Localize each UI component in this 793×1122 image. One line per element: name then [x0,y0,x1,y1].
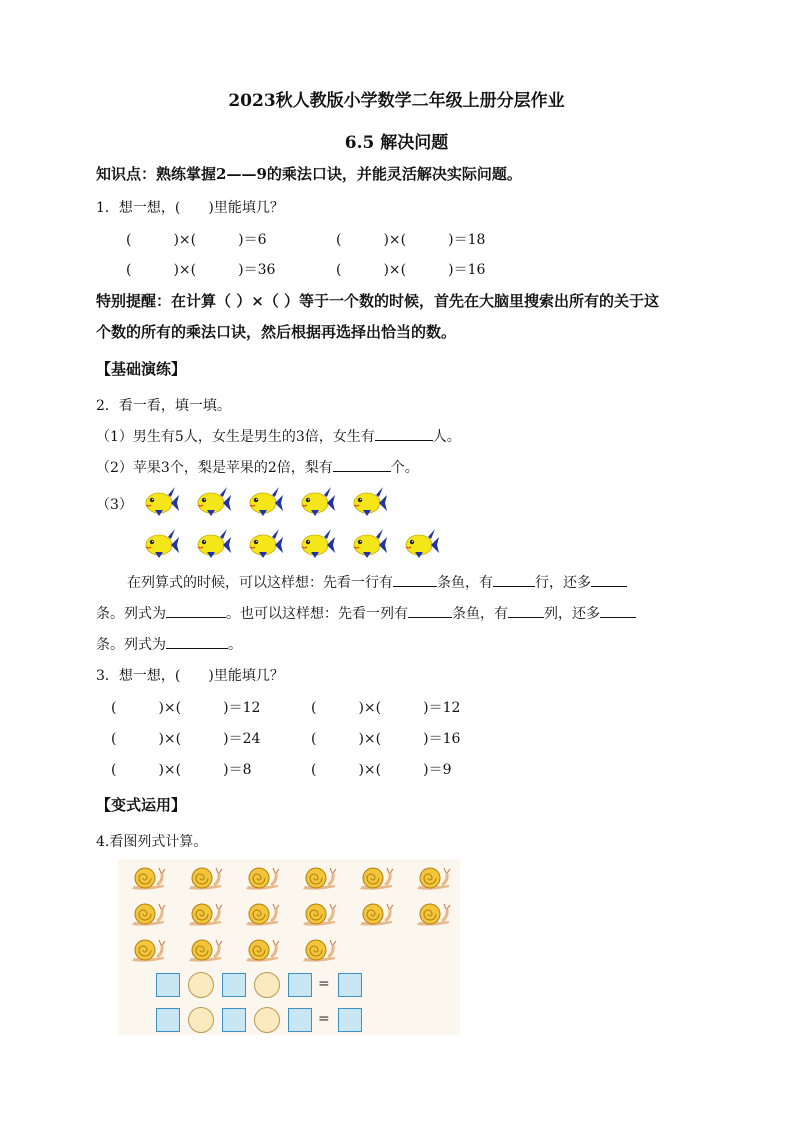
q3-eq-1: ( )×( )＝12 [111,700,261,716]
number-box[interactable] [156,973,180,997]
snail-icon [130,937,166,965]
fish-icon [297,528,337,560]
answer-blank[interactable] [166,634,228,649]
answer-blank[interactable] [600,603,636,618]
q2-text: 。也可以这样想：先看一列有 [226,606,408,622]
number-box[interactable] [156,1008,180,1032]
q2-part2 [96,457,419,477]
section-variant-application: 【变式运用】 [96,796,187,814]
operator-circle[interactable] [254,972,280,998]
q2-part3-line3 [96,634,242,654]
operator-circle[interactable] [254,1007,280,1033]
fish-icon [349,486,389,518]
q2-part2-unit: 个。 [390,460,419,476]
fish-icon [401,528,441,560]
q1-title: 1．想一想，( )里能填几？ [96,200,284,216]
fish-icon [141,528,181,560]
snail-icon [301,937,337,965]
q2-part1-text: （1）男生有5人，女生是男生的3倍，女生有 [96,429,375,445]
snail-icon [187,901,223,929]
fish-icon [193,486,233,518]
q3-eq-3: ( )×( )＝24 [111,731,261,747]
snail-icon [244,937,280,965]
q2-part3-label: （3） [96,497,133,513]
q2-title: 2．看一看，填一填。 [96,398,231,414]
q2-part3-line2 [96,603,636,623]
equals-sign: = [318,1011,330,1027]
q2-text: 条。列式为 [96,606,166,622]
answer-blank[interactable] [166,603,226,618]
q2-text: 行，还多 [535,575,591,591]
q2-text: 列，还多 [544,606,600,622]
number-box[interactable] [338,1008,362,1032]
q3-eq-2: ( )×( )＝12 [311,700,461,716]
number-box[interactable] [222,973,246,997]
snail-icon [130,865,166,893]
fish-icon [297,486,337,518]
answer-blank[interactable] [493,572,535,587]
operator-circle[interactable] [188,972,214,998]
number-box[interactable] [338,973,362,997]
answer-blank[interactable] [591,572,627,587]
snail-icon [187,865,223,893]
q3-eq-6: ( )×( )＝9 [311,762,452,778]
q2-text: 。 [228,637,242,653]
snail-icon [244,865,280,893]
q2-part1-unit: 人。 [432,429,461,445]
q2-text: 在列算式的时候，可以这样想：先看一行有 [127,575,393,591]
q2-text: 条鱼，有 [437,575,493,591]
equals-sign: = [318,976,330,992]
q3-eq-5: ( )×( )＝8 [111,762,252,778]
knowledge-point: 知识点：熟练掌握2——9的乘法口诀，并能灵活解决实际问题。 [96,165,522,183]
snail-icon [130,901,166,929]
section-title: 6.5 解决问题 [344,133,449,153]
snail-picture [118,859,460,1035]
q2-part2-text: （2）苹果3个，梨是苹果的2倍，梨有 [96,460,333,476]
fish-icon [349,528,389,560]
operator-circle[interactable] [188,1007,214,1033]
q2-text: 条。列式为 [96,637,166,653]
answer-blank[interactable] [333,457,391,472]
tip-line-2: 个数的所有的乘法口诀，然后根据再选择出恰当的数。 [96,323,457,341]
section-basic-practice: 【基础演练】 [96,360,187,378]
answer-blank[interactable] [408,603,452,618]
q1-eq-1: ( )×( )＝6 [126,232,267,248]
q3-title: 3．想一想，( )里能填几？ [96,668,284,684]
fish-icon [141,486,181,518]
fish-icon [245,528,285,560]
snail-icon [415,901,451,929]
answer-blank[interactable] [508,603,544,618]
q2-text: 条鱼，有 [452,606,508,622]
number-box[interactable] [288,973,312,997]
q2-part3-line1 [127,572,627,592]
number-box[interactable] [222,1008,246,1032]
answer-blank[interactable] [375,426,433,441]
snail-icon [301,865,337,893]
q4-title: 4.看图列式计算。 [96,834,208,850]
tip-line-1: 特别提醒：在计算（ ）×（ ）等于一个数的时候，首先在大脑里搜索出所有的关于这 [96,292,660,310]
q3-eq-4: ( )×( )＝16 [311,731,461,747]
snail-icon [301,901,337,929]
fish-icon [245,486,285,518]
snail-icon [358,901,394,929]
answer-blank[interactable] [393,572,437,587]
q1-eq-3: ( )×( )＝36 [126,262,276,278]
document-title: 2023秋人教版小学数学二年级上册分层作业 [228,91,565,111]
number-box[interactable] [288,1008,312,1032]
snail-icon [187,937,223,965]
snail-icon [415,865,451,893]
snail-icon [244,901,280,929]
q1-eq-2: ( )×( )＝18 [336,232,486,248]
snail-icon [358,865,394,893]
fish-icon [193,528,233,560]
q1-eq-4: ( )×( )＝16 [336,262,486,278]
q2-part1 [96,426,461,446]
